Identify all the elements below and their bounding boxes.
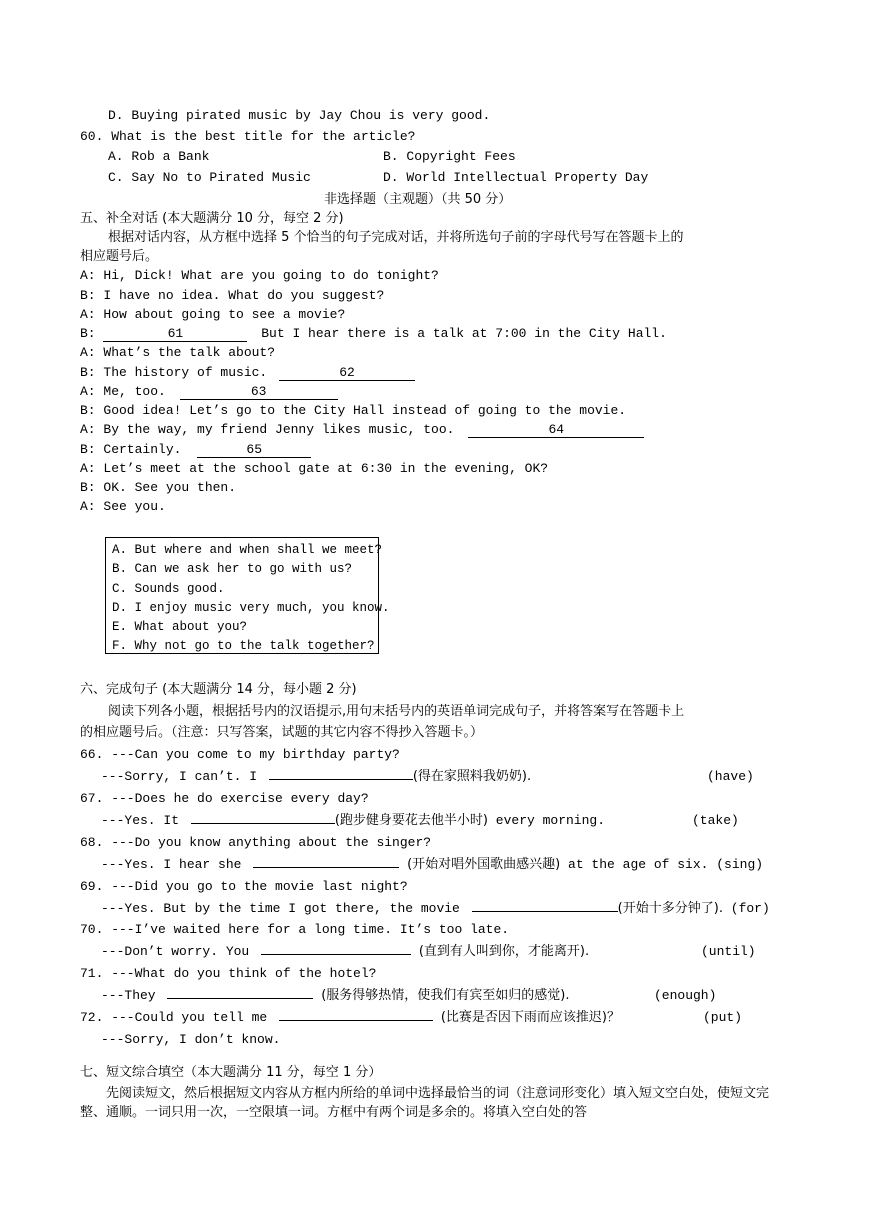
section7-instruction: 先阅读短文，然后根据短文内容从方框内所给的单词中选择最恰当的词（注意词形变化）填入短文空白处，使短文完整、通顺。一词只用一次，一空限填一词。方框中有两个词是多余的。将填入空白处的答 [80, 1086, 770, 1120]
q68-answer-line [101, 857, 763, 873]
q66-keyword: (have) [707, 769, 754, 784]
q68-question: 68. ---Do you know anything about the singer? [80, 835, 432, 850]
dialogue-text: A: By the way, my friend Jenny likes music, too. [80, 422, 455, 437]
q72-line [80, 1010, 620, 1026]
dialogue-line: B: I have no idea. What do you suggest? [80, 288, 385, 303]
q67-keyword: (take) [692, 813, 739, 828]
section6-title: 六、完成句子 (本大题满分 14 分，每小题 2 分) [80, 682, 357, 697]
q67-question: 67. ---Does he do exercise every day? [80, 791, 369, 806]
dialogue-text: at the age of six. (sing) [568, 857, 764, 872]
q60-option-d: D. World Intellectual Property Day [383, 170, 649, 185]
dialogue-text: every morning. [495, 813, 606, 828]
q70-keyword: (until) [701, 944, 756, 959]
speaker-label: B: [80, 326, 96, 341]
q72-question: 72. ---Could you tell me [80, 1010, 268, 1025]
q71-keyword: (enough) [654, 988, 717, 1003]
q66-answer-line [101, 769, 531, 785]
answer-blank-62[interactable]: 62 [279, 366, 415, 381]
section7-title: 七、短文综合填空（本大题满分 11 分，每空 1 分） [80, 1065, 382, 1080]
section5-title: 五、补全对话 (本大题满分 10 分，每空 2 分) [80, 211, 344, 226]
option-item: B. Can we ask her to go with us? [112, 562, 353, 577]
answer-blank-64[interactable]: 64 [468, 423, 644, 438]
dialogue-text: B: Certainly. [80, 442, 182, 457]
section6-instruction-2: 的相应题号后。（注意：只写答案，试题的其它内容不得抄入答题卡。） [80, 725, 484, 740]
chinese-hint: (得在家照料我奶奶). [412, 769, 532, 784]
option-item: E. What about you? [112, 620, 248, 635]
answer-blank-66[interactable] [269, 779, 413, 780]
dialogue-line-63 [80, 384, 338, 400]
q66-question: 66. ---Can you come to my birthday party? [80, 747, 400, 762]
dialogue-line-64 [80, 422, 644, 438]
option-item: F. Why not go to the talk together? [112, 639, 375, 654]
chinese-hint: (开始十多分钟了). [617, 901, 723, 916]
dialogue-line: A: See you. [80, 499, 166, 514]
option-item: C. Sounds good. [112, 581, 225, 596]
q60-stem: 60. What is the best title for the article? [80, 129, 416, 144]
q60-option-a: A. Rob a Bank [108, 149, 210, 164]
chinese-hint: (服务得够热情，使我们有宾至如归的感觉). [321, 988, 570, 1003]
dialogue-line-61 [80, 326, 667, 342]
section5-instruction-1: 根据对话内容，从方框中选择 5 个恰当的句子完成对话，并将所选句子前的字母代号写在答题卡上的 [108, 230, 684, 245]
option-item: A. But where and when shall we meet? [112, 543, 383, 557]
dialogue-text: But I hear there is a talk at 7:00 in the City Hall. [261, 326, 667, 341]
section5-instruction-2: 相应题号后。 [80, 249, 159, 264]
q70-answer-line [101, 944, 589, 960]
q72-answer: ---Sorry, I don’t know. [101, 1032, 281, 1047]
dialogue-line-65 [80, 442, 311, 458]
q72-keyword: (put) [703, 1010, 743, 1025]
section6-instruction-1: 阅读下列各小题，根据括号内的汉语提示,用句末括号内的英语单词完成句子，并将答案写在答题卡上 [108, 704, 685, 719]
q67-answer-line [101, 813, 605, 829]
dialogue-text: A: Me, too. [80, 384, 166, 399]
dialogue-line: B: OK. See you then. [80, 480, 237, 495]
dialogue-text: ---Yes. It [101, 813, 180, 828]
answer-blank-63[interactable]: 63 [180, 385, 338, 400]
chinese-hint: (直到有人叫到你，才能离开). [418, 944, 590, 959]
chinese-hint: (比赛是否因下雨而应该推迟)？ [440, 1010, 621, 1025]
q59-option-d: D. Buying pirated music by Jay Chou is very good. [108, 108, 491, 123]
dialogue-line: A: Let’s meet at the school gate at 6:30 in the evening, OK? [80, 461, 549, 476]
q71-answer-line [101, 988, 570, 1004]
dialogue-text: ---Don’t worry. You [101, 944, 250, 959]
part-header: 非选择题（主观题）（共 50 分） [324, 192, 512, 207]
answer-blank-70[interactable] [261, 954, 411, 955]
answer-blank-68[interactable] [253, 867, 399, 868]
chinese-hint: (跑步健身要花去他半小时) [334, 813, 488, 828]
option-item: D. I enjoy music very much, you know. [112, 600, 390, 615]
q71-question: 71. ---What do you think of the hotel? [80, 966, 377, 981]
answer-blank-71[interactable] [167, 998, 313, 999]
options-box [105, 537, 390, 654]
q60-option-b: B. Copyright Fees [383, 149, 516, 164]
q69-question: 69. ---Did you go to the movie last night? [80, 879, 408, 894]
dialogue-line: A: Hi, Dick! What are you going to do tonight? [80, 268, 439, 283]
dialogue-line: A: How about going to see a movie? [80, 307, 346, 322]
chinese-hint: (开始对唱外国歌曲感兴趣) [407, 857, 561, 872]
dialogue-line: A: What’s the talk about? [80, 345, 276, 360]
q70-question: 70. ---I’ve waited here for a long time. It’s too late. [80, 922, 510, 937]
dialogue-text: ---Yes. But by the time I got there, the movie [101, 901, 460, 916]
dialogue-text: ---Yes. I hear she [101, 857, 242, 872]
answer-blank-67[interactable] [191, 823, 335, 824]
dialogue-text: B: The history of music. [80, 365, 268, 380]
dialogue-text: ---Sorry, I can’t. I [101, 769, 258, 784]
answer-blank-72[interactable] [279, 1020, 433, 1021]
q69-answer-line [101, 901, 770, 917]
dialogue-text: ---They [101, 988, 156, 1003]
answer-blank-61[interactable]: 61 [103, 327, 247, 342]
q60-option-c: C. Say No to Pirated Music [108, 170, 311, 185]
answer-blank-65[interactable]: 65 [197, 443, 311, 458]
dialogue-line-62 [80, 365, 415, 381]
keyword: (for) [730, 901, 770, 916]
dialogue-line: B: Good idea! Let’s go to the City Hall instead of going to the movie. [80, 403, 627, 418]
answer-blank-69[interactable] [472, 911, 618, 912]
